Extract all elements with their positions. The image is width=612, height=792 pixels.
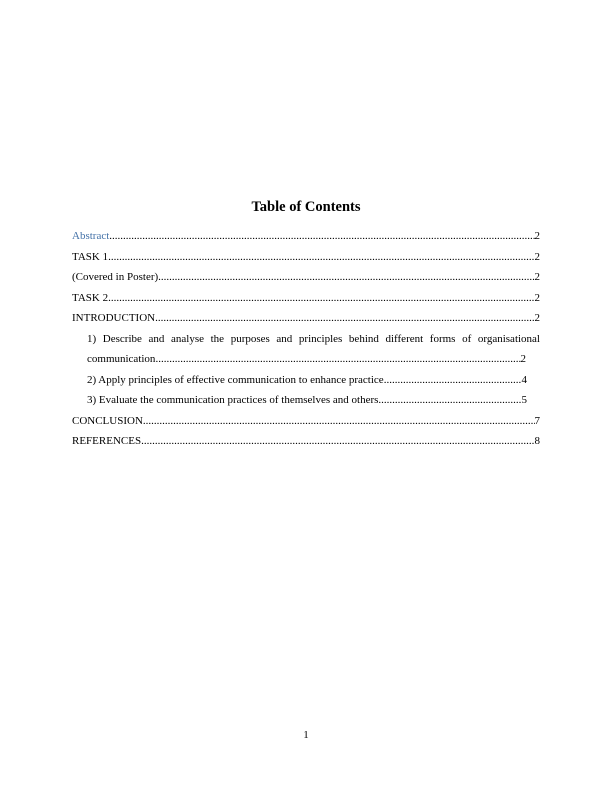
toc-entry-introduction[interactable]	[72, 308, 540, 329]
toc-entry-covered-in-poster[interactable]	[72, 267, 540, 288]
toc-entry-evaluate-practices[interactable]	[72, 390, 527, 411]
toc-entry-task-2[interactable]	[72, 288, 540, 309]
toc-leader-dots	[141, 431, 534, 452]
toc-page-number: 2	[534, 291, 540, 304]
toc-title: Table of Contents	[251, 199, 361, 215]
toc-entry-label[interactable]: 1) Describe and analyse the purposes and principles behind different forms of organisational	[87, 332, 540, 345]
toc-leader-dots	[108, 247, 534, 268]
toc-entry-label[interactable]: REFERENCES	[72, 435, 142, 447]
toc-page-number: 2	[520, 353, 526, 365]
toc-entry-label[interactable]: 2) Apply principles of effective communication to enhance practice	[87, 373, 384, 386]
toc-page-number: 2	[534, 230, 540, 242]
toc-page-number: 2	[534, 271, 540, 283]
toc-leader-dots	[155, 308, 534, 329]
toc-entry-references[interactable]	[72, 431, 540, 452]
toc-leader-dots	[155, 349, 520, 370]
toc-entry-conclusion[interactable]	[72, 411, 540, 432]
toc-page-number: 7	[534, 414, 540, 427]
toc-leader-dots	[143, 411, 535, 432]
toc-entry-label-continued[interactable]: communication	[87, 353, 156, 365]
table-of-contents	[72, 226, 540, 452]
toc-page-number: 5	[521, 394, 527, 406]
toc-page-number: 8	[534, 435, 540, 447]
toc-page-number: 2	[534, 250, 540, 263]
toc-leader-dots	[109, 226, 534, 247]
toc-entry-describe-and-analyse[interactable]	[72, 329, 540, 370]
toc-entry-label[interactable]: TASK 1	[72, 250, 109, 263]
toc-leader-dots	[384, 370, 522, 391]
toc-entry-task-1[interactable]	[72, 247, 540, 268]
toc-page-number: 4	[521, 373, 527, 386]
toc-leader-dots	[158, 267, 534, 288]
toc-entry-label[interactable]: 3) Evaluate the communication practices of themselves and others	[87, 394, 379, 406]
toc-entry-label[interactable]: TASK 2	[72, 291, 109, 304]
toc-leader-dots	[378, 390, 521, 411]
toc-entry-apply-principles[interactable]	[72, 370, 527, 391]
toc-entry-label[interactable]: (Covered in Poster)	[72, 271, 159, 283]
toc-entry-abstract[interactable]	[72, 226, 540, 247]
toc-entry-label[interactable]: CONCLUSION	[72, 414, 143, 427]
toc-leader-dots	[108, 288, 534, 309]
toc-page-number: 2	[534, 312, 540, 324]
toc-entry-label[interactable]: INTRODUCTION	[72, 312, 156, 324]
toc-entry-label[interactable]: Abstract	[72, 230, 110, 242]
page-number: 1	[303, 729, 309, 741]
